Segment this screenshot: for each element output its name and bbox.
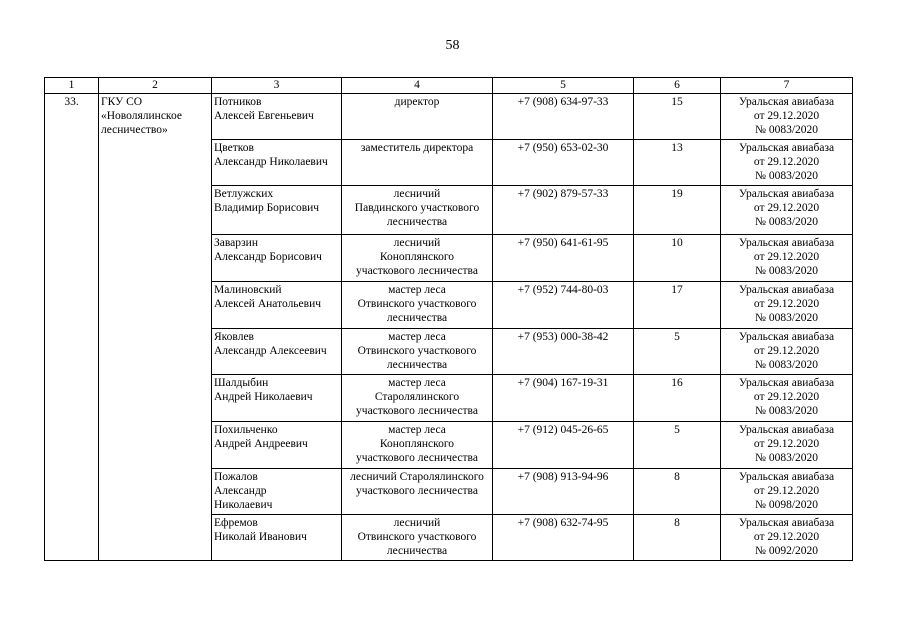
name-line: Николаевич [214,499,273,511]
position-line: Отвинского участкового [357,345,477,357]
name-line: Пожалов [214,471,258,483]
position-line: участкового лесничества [356,265,478,277]
training-base-cell [721,422,853,469]
experience-cell: 8 [634,469,721,515]
position-cell [342,422,493,469]
organization-line: «Новолялинское [101,110,182,122]
name-line: Алексей Евгеньевич [214,110,314,122]
experience-cell: 15 [634,94,721,140]
position-line: лесничества [386,545,448,557]
name-cell [212,94,342,140]
position-line: мастер леса [388,377,446,389]
base-line: № 0083/2020 [754,452,819,464]
position-line: лесничий [393,237,441,249]
phone-cell: +7 (904) 167-19-31 [493,375,634,422]
base-line: от 29.12.2020 [753,438,820,450]
name-line: Потников [214,96,262,108]
experience-cell: 19 [634,186,721,235]
base-line: № 0083/2020 [754,312,819,324]
position-line: Коноплянского [379,251,455,263]
experience-cell: 16 [634,375,721,422]
name-line: Шалдыбин [214,377,269,389]
name-line: Андрей Андреевич [214,438,308,450]
base-line: Уральская авиабаза [738,284,835,296]
training-base-cell [721,469,853,515]
base-line: от 29.12.2020 [753,485,820,497]
base-line: Уральская авиабаза [738,517,835,529]
phone-cell: +7 (908) 632-74-95 [493,515,634,561]
training-base-cell [721,329,853,375]
phone-cell: +7 (908) 913-94-96 [493,469,634,515]
experience-cell: 5 [634,329,721,375]
base-line: от 29.12.2020 [753,531,820,543]
base-line: от 29.12.2020 [753,110,820,122]
name-cell [212,515,342,561]
position-line: лесничества [386,312,448,324]
phone-cell: +7 (912) 045-26-65 [493,422,634,469]
position-line: Коноплянского [379,438,455,450]
organization-line: лесничество» [101,124,168,136]
position-cell [342,515,493,561]
row-number-cell: 33. [45,94,99,561]
name-line: Заварзин [214,237,258,249]
name-line: Александр Борисович [214,251,322,263]
name-line: Александр [214,485,267,497]
name-line: Ефремов [214,517,258,529]
phone-cell: +7 (950) 653-02-30 [493,140,634,186]
position-cell [342,140,493,186]
name-cell [212,375,342,422]
position-line: участкового лесничества [356,405,478,417]
base-line: от 29.12.2020 [753,251,820,263]
column-header-7: 7 [721,78,853,94]
position-line: мастер леса [388,331,446,343]
position-line: заместитель директора [360,142,474,154]
base-line: Уральская авиабаза [738,96,835,108]
position-line: Отвинского участкового [357,298,477,310]
column-header-3: 3 [212,78,342,94]
training-base-cell [721,235,853,282]
base-line: Уральская авиабаза [738,331,835,343]
base-line: № 0083/2020 [754,170,819,182]
phone-cell: +7 (953) 000-38-42 [493,329,634,375]
experience-cell: 8 [634,515,721,561]
position-line: лесничества [386,216,448,228]
header-row [45,78,853,94]
training-base-cell [721,186,853,235]
name-line: Алексей Анатольевич [214,298,322,310]
name-line: Николай Иванович [214,531,307,543]
phone-cell: +7 (950) 641-61-95 [493,235,634,282]
column-header-2: 2 [99,78,212,94]
column-header-1: 1 [45,78,99,94]
experience-cell: 17 [634,282,721,329]
position-line: лесничий Старолялинского [350,471,484,483]
name-cell [212,186,342,235]
position-cell [342,329,493,375]
personnel-table [44,77,853,561]
position-cell [342,375,493,422]
name-line: Яковлев [214,331,254,343]
phone-cell: +7 (902) 879-57-33 [493,186,634,235]
position-line: участкового лесничества [356,452,478,464]
name-line: Малиновский [214,284,282,296]
name-line: Андрей Николаевич [214,391,313,403]
name-line: Цветков [214,142,254,154]
position-line: мастер леса [388,424,446,436]
position-line: Отвинского участкового [357,531,477,543]
organization-line: ГКУ СО [101,96,143,108]
base-line: Уральская авиабаза [738,188,835,200]
name-line: Владимир Борисович [214,202,320,214]
base-line: Уральская авиабаза [738,237,835,249]
position-cell [342,235,493,282]
experience-cell: 5 [634,422,721,469]
position-line: лесничества [386,359,448,371]
base-line: Уральская авиабаза [738,377,835,389]
base-line: от 29.12.2020 [753,298,820,310]
name-line: Александр Николаевич [214,156,328,168]
base-line: № 0083/2020 [754,265,819,277]
name-line: Похильченко [214,424,278,436]
column-header-6: 6 [634,78,721,94]
training-base-cell [721,140,853,186]
base-line: № 0083/2020 [754,359,819,371]
position-line: мастер леса [388,284,446,296]
page-number: 58 [445,38,460,53]
name-line: Александр Алексеевич [214,345,327,357]
position-cell [342,469,493,515]
organization-cell [99,94,212,561]
experience-cell: 13 [634,140,721,186]
base-line: № 0083/2020 [754,216,819,228]
phone-cell: +7 (952) 744-80-03 [493,282,634,329]
base-line: № 0098/2020 [754,499,819,511]
column-header-5: 5 [493,78,634,94]
name-cell [212,329,342,375]
name-line: Ветлужских [214,188,274,200]
name-cell [212,422,342,469]
phone-cell: +7 (908) 634-97-33 [493,94,634,140]
table-row [45,94,853,140]
training-base-cell [721,282,853,329]
name-cell [212,469,342,515]
training-base-cell [721,94,853,140]
position-line: лесничий [393,517,441,529]
training-base-cell [721,515,853,561]
base-line: от 29.12.2020 [753,156,820,168]
position-line: директор [394,96,440,108]
position-cell [342,282,493,329]
position-cell [342,186,493,235]
base-line: от 29.12.2020 [753,202,820,214]
training-base-cell [721,375,853,422]
base-line: Уральская авиабаза [738,142,835,154]
name-cell [212,140,342,186]
base-line: от 29.12.2020 [753,345,820,357]
table-body [45,94,853,561]
column-header-4: 4 [342,78,493,94]
base-line: Уральская авиабаза [738,424,835,436]
base-line: № 0083/2020 [754,405,819,417]
base-line: Уральская авиабаза [738,471,835,483]
position-line: участкового лесничества [356,485,478,497]
name-cell [212,235,342,282]
experience-cell: 10 [634,235,721,282]
position-line: Павдинского участкового [354,202,480,214]
base-line: № 0092/2020 [754,545,819,557]
name-cell [212,282,342,329]
position-line: Старолялинского [374,391,460,403]
base-line: от 29.12.2020 [753,391,820,403]
position-cell [342,94,493,140]
base-line: № 0083/2020 [754,124,819,136]
position-line: лесничий [393,188,441,200]
